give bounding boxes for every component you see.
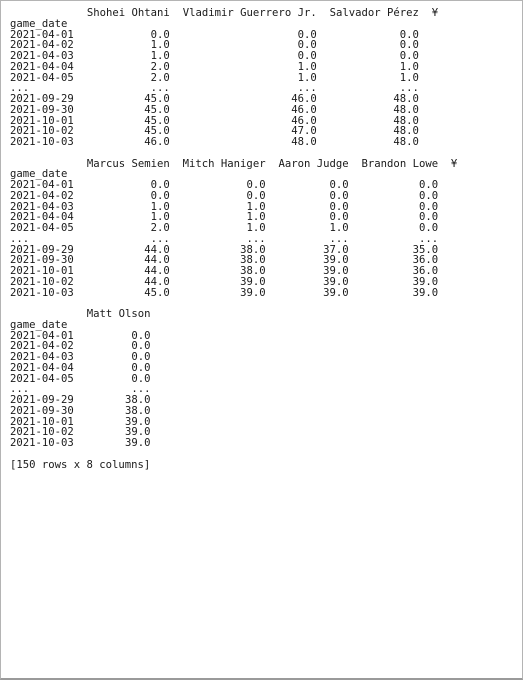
table-cell: 1.0 bbox=[329, 222, 349, 234]
table-cell: 0.0 bbox=[150, 189, 170, 202]
index-name-row bbox=[10, 169, 457, 180]
table-row bbox=[10, 191, 457, 202]
table-cell: 39.0 bbox=[323, 286, 349, 299]
table-cell: 0.0 bbox=[418, 179, 439, 191]
table-cell: 48.0 bbox=[291, 136, 317, 148]
table-cell: 0.0 bbox=[150, 28, 170, 41]
row-index-date: 2021-10-03 bbox=[10, 136, 74, 148]
table-cell: 0.0 bbox=[399, 50, 419, 62]
table-row bbox=[10, 427, 457, 438]
table-cell: 0.0 bbox=[399, 39, 419, 52]
row-index-date: 2021-04-02 bbox=[10, 189, 74, 202]
table-row bbox=[10, 180, 457, 191]
table-row bbox=[10, 94, 457, 105]
table-cell: ... bbox=[399, 82, 419, 95]
table-cell: 45.0 bbox=[144, 93, 170, 105]
table-row bbox=[10, 30, 457, 41]
column-header-row bbox=[10, 8, 457, 19]
table-row bbox=[10, 341, 457, 352]
table-row bbox=[10, 105, 457, 116]
table-cell: 45.0 bbox=[144, 114, 170, 127]
row-index-date: 2021-09-30 bbox=[10, 103, 74, 116]
table-cell: 46.0 bbox=[291, 103, 317, 116]
table-cell: 0.0 bbox=[131, 329, 151, 342]
table-cell: 1.0 bbox=[297, 60, 317, 73]
row-index-date: 2021-04-02 bbox=[10, 39, 74, 52]
table-row bbox=[10, 126, 457, 137]
table-row bbox=[10, 277, 457, 288]
row-index-date: 2021-04-01 bbox=[10, 179, 74, 191]
table-row bbox=[10, 374, 457, 385]
table-cell: 44.0 bbox=[144, 243, 170, 256]
table-cell: 0.0 bbox=[297, 39, 317, 52]
table-cell: 39.0 bbox=[240, 275, 266, 288]
table-cell: ... bbox=[150, 82, 170, 95]
table-cell: 0.0 bbox=[418, 189, 439, 202]
table-cell: 38.0 bbox=[125, 394, 151, 406]
table-cell: 38.0 bbox=[125, 404, 151, 417]
index-name: game_date bbox=[10, 17, 68, 30]
row-index-date: 2021-04-04 bbox=[10, 361, 74, 374]
table-cell: 1.0 bbox=[150, 50, 170, 62]
table-cell: 48.0 bbox=[393, 114, 419, 127]
table-cell: 39.0 bbox=[125, 426, 151, 439]
table-cell: 39.0 bbox=[323, 275, 349, 288]
table-row bbox=[10, 245, 457, 256]
table-cell: 0.0 bbox=[329, 200, 349, 213]
index-name: game_date bbox=[10, 318, 68, 331]
table-cell: 46.0 bbox=[291, 114, 317, 127]
column-header: Brandon Lowe bbox=[361, 157, 439, 170]
table-cell: 0.0 bbox=[131, 340, 151, 353]
shape-footer: [150 rows x 8 columns] bbox=[10, 458, 151, 471]
table-cell: 1.0 bbox=[150, 211, 170, 224]
table-cell: 1.0 bbox=[399, 71, 419, 84]
table-row bbox=[10, 73, 457, 84]
table-row bbox=[10, 438, 457, 449]
table-cell: 0.0 bbox=[246, 189, 266, 202]
table-cell: 0.0 bbox=[297, 28, 317, 41]
row-index-date: 2021-10-01 bbox=[10, 265, 74, 277]
row-index-date: 2021-09-30 bbox=[10, 404, 74, 417]
table-cell: 38.0 bbox=[240, 243, 266, 256]
table-row bbox=[10, 331, 457, 342]
table-cell: 39.0 bbox=[125, 437, 151, 449]
table-cell: 44.0 bbox=[144, 254, 170, 267]
block-spacer bbox=[10, 298, 457, 309]
table-cell: 0.0 bbox=[329, 179, 349, 191]
table-row bbox=[10, 137, 457, 148]
row-index-date: 2021-10-03 bbox=[10, 286, 74, 299]
table-cell: 37.0 bbox=[323, 243, 349, 256]
row-index-date: 2021-04-05 bbox=[10, 222, 74, 234]
block-spacer bbox=[10, 148, 457, 159]
row-index-date: 2021-04-03 bbox=[10, 50, 74, 62]
table-cell: 2.0 bbox=[150, 71, 170, 84]
table-cell: ... bbox=[150, 232, 170, 245]
table-cell: 46.0 bbox=[291, 93, 317, 105]
table-cell: 0.0 bbox=[399, 28, 419, 41]
table-cell: 0.0 bbox=[131, 351, 151, 363]
table-row bbox=[10, 212, 457, 223]
row-index-date: 2021-04-01 bbox=[10, 28, 74, 41]
table-cell: 45.0 bbox=[144, 103, 170, 116]
row-index-date: 2021-09-30 bbox=[10, 254, 74, 267]
table-cell: 39.0 bbox=[412, 275, 439, 288]
table-cell: 1.0 bbox=[246, 200, 266, 213]
column-header: Marcus Semien bbox=[86, 157, 170, 170]
dataframe-block bbox=[10, 309, 457, 449]
table-cell: 39.0 bbox=[323, 265, 349, 277]
row-index-date: 2021-10-01 bbox=[10, 415, 74, 428]
table-cell: 48.0 bbox=[393, 125, 419, 138]
table-cell: 39.0 bbox=[412, 286, 439, 299]
row-index-date: ... bbox=[10, 383, 30, 396]
row-index-date: 2021-04-04 bbox=[10, 211, 74, 224]
table-row bbox=[10, 40, 457, 51]
dataframe-printout bbox=[10, 8, 457, 470]
table-cell: 1.0 bbox=[399, 60, 419, 73]
row-index-date: 2021-04-02 bbox=[10, 340, 74, 353]
table-cell: 48.0 bbox=[393, 93, 419, 105]
table-row bbox=[10, 51, 457, 62]
row-index-date: 2021-04-01 bbox=[10, 329, 74, 342]
column-header: Vladimir Guerrero Jr. bbox=[182, 7, 317, 19]
row-index-date: 2021-04-03 bbox=[10, 351, 74, 363]
column-header: Shohei Ohtani bbox=[86, 7, 170, 19]
row-index-date: 2021-10-02 bbox=[10, 275, 74, 288]
table-row bbox=[10, 234, 457, 245]
row-index-date: 2021-09-29 bbox=[10, 394, 74, 406]
table-row bbox=[10, 266, 457, 277]
table-cell: 0.0 bbox=[131, 372, 151, 385]
table-row bbox=[10, 406, 457, 417]
table-cell: 0.0 bbox=[418, 200, 439, 213]
row-index-date: 2021-10-02 bbox=[10, 426, 74, 439]
table-cell: ... bbox=[297, 82, 317, 95]
table-cell: 46.0 bbox=[144, 136, 170, 148]
table-row bbox=[10, 384, 457, 395]
table-cell: 1.0 bbox=[150, 39, 170, 52]
table-cell: 2.0 bbox=[150, 222, 170, 234]
table-cell: 0.0 bbox=[131, 361, 151, 374]
table-row bbox=[10, 363, 457, 374]
table-row bbox=[10, 83, 457, 94]
table-row bbox=[10, 395, 457, 406]
table-cell: 45.0 bbox=[144, 286, 170, 299]
table-cell: 47.0 bbox=[291, 125, 317, 138]
table-cell: ... bbox=[131, 383, 151, 396]
table-cell: 1.0 bbox=[297, 71, 317, 84]
table-cell: 0.0 bbox=[329, 189, 349, 202]
dataframe-block bbox=[10, 8, 457, 148]
table-cell: 39.0 bbox=[240, 286, 266, 299]
row-index-date: 2021-10-03 bbox=[10, 437, 74, 449]
index-name-row bbox=[10, 19, 457, 30]
table-cell: ... bbox=[246, 232, 266, 245]
table-cell: 0.0 bbox=[246, 179, 266, 191]
table-cell: 44.0 bbox=[144, 275, 170, 288]
table-cell: 1.0 bbox=[150, 200, 170, 213]
table-cell: 1.0 bbox=[246, 211, 266, 224]
table-cell: 0.0 bbox=[297, 50, 317, 62]
table-cell: 0.0 bbox=[329, 211, 349, 224]
row-index-date: 2021-10-02 bbox=[10, 125, 74, 138]
column-header-row bbox=[10, 159, 457, 170]
column-header-row bbox=[10, 309, 457, 320]
table-cell: 1.0 bbox=[246, 222, 266, 234]
table-cell: 36.0 bbox=[412, 265, 439, 277]
table-cell: 36.0 bbox=[412, 254, 439, 267]
table-cell: 48.0 bbox=[393, 136, 419, 148]
table-row bbox=[10, 202, 457, 213]
column-header: Aaron Judge bbox=[278, 157, 349, 170]
row-index-date: 2021-10-01 bbox=[10, 114, 74, 127]
table-cell: 38.0 bbox=[240, 265, 266, 277]
table-row bbox=[10, 288, 457, 299]
table-row bbox=[10, 62, 457, 73]
table-row bbox=[10, 223, 457, 234]
row-index-date: 2021-04-03 bbox=[10, 200, 74, 213]
row-index-date: ... bbox=[10, 82, 30, 95]
continuation-mark: ¥ bbox=[450, 157, 458, 170]
table-cell: 39.0 bbox=[125, 415, 151, 428]
row-index-date: ... bbox=[10, 232, 30, 245]
table-row bbox=[10, 352, 457, 363]
column-header: Mitch Haniger bbox=[182, 157, 266, 170]
table-cell: ... bbox=[418, 232, 439, 245]
table-cell: 38.0 bbox=[240, 254, 266, 267]
row-index-date: 2021-04-05 bbox=[10, 372, 74, 385]
row-index-date: 2021-09-29 bbox=[10, 93, 74, 105]
table-cell: 44.0 bbox=[144, 265, 170, 277]
table-cell: 48.0 bbox=[393, 103, 419, 116]
table-row bbox=[10, 116, 457, 127]
continuation-mark: ¥ bbox=[431, 7, 439, 19]
index-name: game_date bbox=[10, 168, 68, 181]
table-cell: 45.0 bbox=[144, 125, 170, 138]
table-row bbox=[10, 255, 457, 266]
block-spacer bbox=[10, 449, 457, 460]
table-cell: 39.0 bbox=[323, 254, 349, 267]
column-header: Matt Olson bbox=[86, 308, 151, 320]
table-cell: 0.0 bbox=[418, 211, 439, 224]
table-cell: 35.0 bbox=[412, 243, 439, 256]
row-index-date: 2021-09-29 bbox=[10, 243, 74, 256]
table-cell: 2.0 bbox=[150, 60, 170, 73]
table-cell: 0.0 bbox=[150, 179, 170, 191]
table-cell: 0.0 bbox=[418, 222, 439, 234]
row-index-date: 2021-04-04 bbox=[10, 60, 74, 73]
index-name-row bbox=[10, 320, 457, 331]
dataframe-block bbox=[10, 159, 457, 299]
table-cell: ... bbox=[329, 232, 349, 245]
row-index-date: 2021-04-05 bbox=[10, 71, 74, 84]
table-row bbox=[10, 417, 457, 428]
column-header: Salvador Pérez bbox=[329, 7, 419, 19]
